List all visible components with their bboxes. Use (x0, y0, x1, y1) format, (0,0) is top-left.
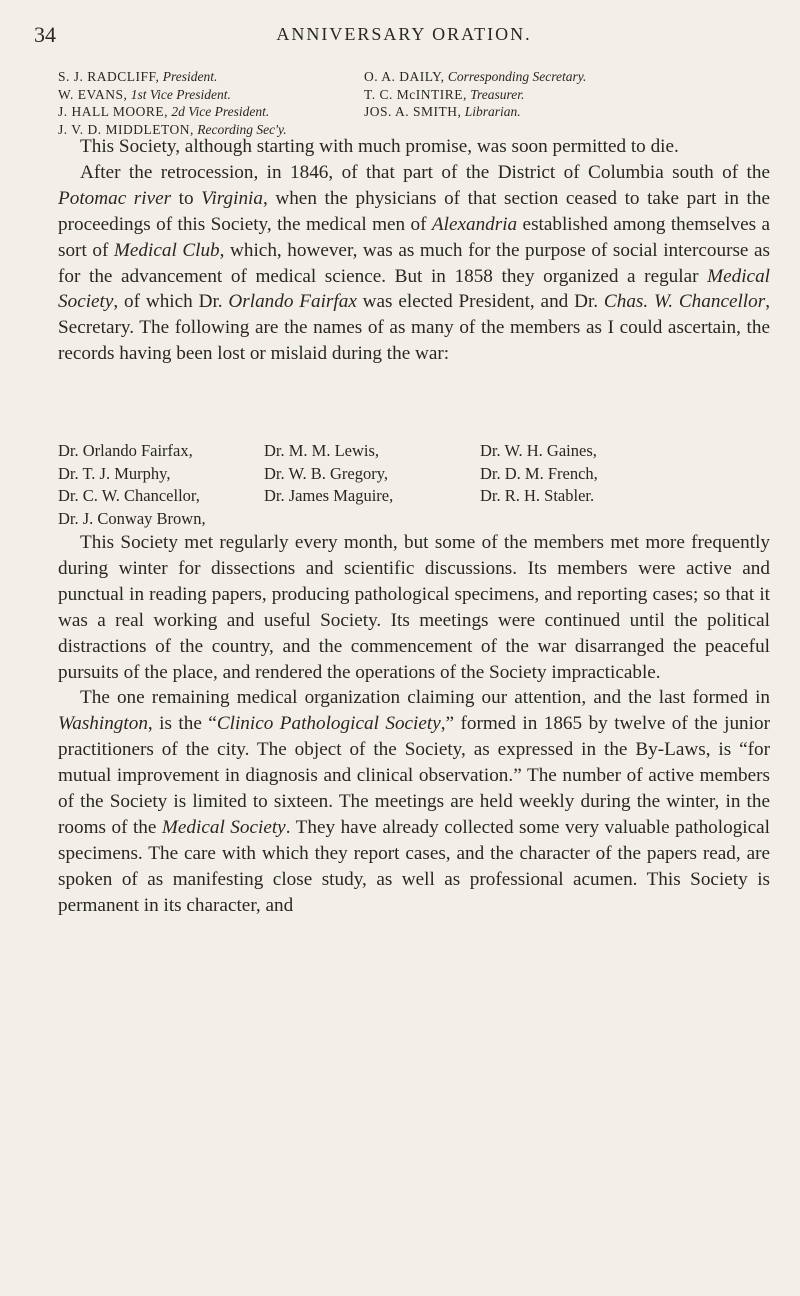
officer-entry (58, 68, 287, 86)
paragraph-society-meetings: This Society met regularly every month, but some of the members met more frequently during winter for dissections and scientific discussions. Its members were active and punctual in reading papers, producing pathological specimens, and reporting cases; so that it was a real working and useful Society. Its meetings were continued until the political distractions of the country, and the commencement of the war disarranged the peaceful pursuits of the place, and rendered the operations of the Society impracticable. (58, 532, 770, 683)
officer-name: W. EVANS, (58, 86, 128, 102)
officer-entry (58, 86, 287, 104)
officer-role: 2d Vice President. (171, 104, 270, 119)
members-row (58, 440, 770, 463)
italic-run: Clinico Pathological Society (216, 713, 441, 735)
body-text-upper (58, 134, 770, 367)
officer-name: T. C. McINTIRE, (364, 86, 467, 102)
member-name: Dr. W. H. Gaines, (480, 441, 597, 460)
member-name: Dr. Orlando Fairfax, (58, 441, 193, 460)
text-run: , of which Dr. (113, 291, 229, 313)
officers-right-column (364, 68, 586, 121)
text-run: , Secretary. The following are the names of as many of the members as I could ascertain, the records having been lost or mislaid during the war: (58, 291, 770, 365)
officer-role: Corresponding Secretary. (447, 69, 587, 84)
italic-run: Orlando Fairfax (228, 291, 357, 313)
italic-run: Medical Club (113, 239, 220, 261)
member-name: Dr. C. W. Chancellor, (58, 486, 200, 505)
officer-name: JOS. A. SMITH, (364, 104, 462, 119)
officer-name: O. A. DAILY, (364, 69, 445, 84)
member-name: Dr. M. M. Lewis, (264, 441, 380, 460)
member-name: Dr. W. B. Gregory, (264, 463, 389, 483)
officer-entry (364, 103, 586, 121)
officer-role: President. (162, 69, 218, 84)
officer-name: S. J. RADCLIFF, (58, 69, 160, 84)
officer-entry (364, 86, 586, 104)
member-name: Dr. R. H. Stabler. (480, 486, 595, 505)
text-run: , when the physicians of that section ceased to take part in the proceedings of this Society, the medical men of (58, 187, 770, 235)
member-name: Dr. T. J. Murphy, (58, 463, 171, 483)
paragraph-clinico-pathological (58, 685, 770, 918)
officer-name: J. V. D. MIDDLETON, (58, 121, 194, 137)
text-run: to (171, 187, 202, 209)
running-head: ANNIVERSARY ORATION. (276, 24, 532, 44)
officer-role: Treasurer. (470, 86, 525, 102)
officer-name: J. HALL MOORE, (58, 104, 168, 119)
text-run: was elected President, and Dr. (356, 291, 604, 313)
members-row (58, 508, 770, 531)
page-number: 34 (34, 22, 56, 47)
text-run: The one remaining medical organization claiming our attention, and the last formed in (80, 687, 770, 709)
page-header (34, 22, 774, 52)
italic-run: Virginia (201, 187, 263, 209)
text-run: established among themselves a sort of (58, 213, 770, 261)
paragraph-retrocession (58, 160, 770, 367)
text-run: , is the “ (147, 713, 217, 735)
italic-run: Washington (58, 713, 148, 735)
body-text-lower (58, 530, 770, 919)
officer-role: Recording Sec'y. (197, 121, 287, 137)
text-run: After the retrocession, in 1846, of that part of the District of Columbia south of the (80, 161, 770, 183)
member-name: Dr. James Maguire, (264, 486, 394, 505)
officer-entry (364, 68, 586, 86)
italic-run: Medical Society (161, 816, 286, 838)
text-run: . They have already collected some very valuable pathological specimens. The care with which they report cases, and the character of the papers read, are spoken of as manifesting close study, as well as professional acumen. This Society is permanent in its character, and (58, 816, 770, 916)
italic-run: Medical Society (58, 265, 770, 313)
officer-role: 1st Vice President. (130, 86, 231, 102)
officer-entry (58, 103, 287, 121)
member-name: Dr. J. Conway Brown, (58, 508, 206, 528)
officers-left-column (58, 68, 287, 138)
members-list (58, 440, 770, 530)
italic-run: Chas. W. Chancellor (603, 291, 766, 313)
text-run: ,” formed in 1865 by twelve of the junior practitioners of the city. The object of the Society, as expressed in the By-Laws, is “for mutual improvement in diagnosis and clinical observation.” The number of active members of the Society is limited to sixteen. The meetings are held weekly during the winter, in the rooms of the (58, 713, 770, 838)
paragraph-society-died: This Society, although starting with much promise, was soon permitted to die. (80, 136, 679, 157)
member-name: Dr. D. M. French, (480, 463, 598, 483)
members-row (58, 485, 770, 508)
text-run: , which, however, was as much for the purpose of social intercourse as for the advancement of medical science. But in 1858 they organized a regular (58, 239, 770, 287)
officer-role: Librarian. (464, 104, 521, 119)
italic-run: Potomac river (58, 187, 172, 209)
members-row (58, 463, 770, 486)
italic-run: Alexandria (431, 213, 518, 235)
